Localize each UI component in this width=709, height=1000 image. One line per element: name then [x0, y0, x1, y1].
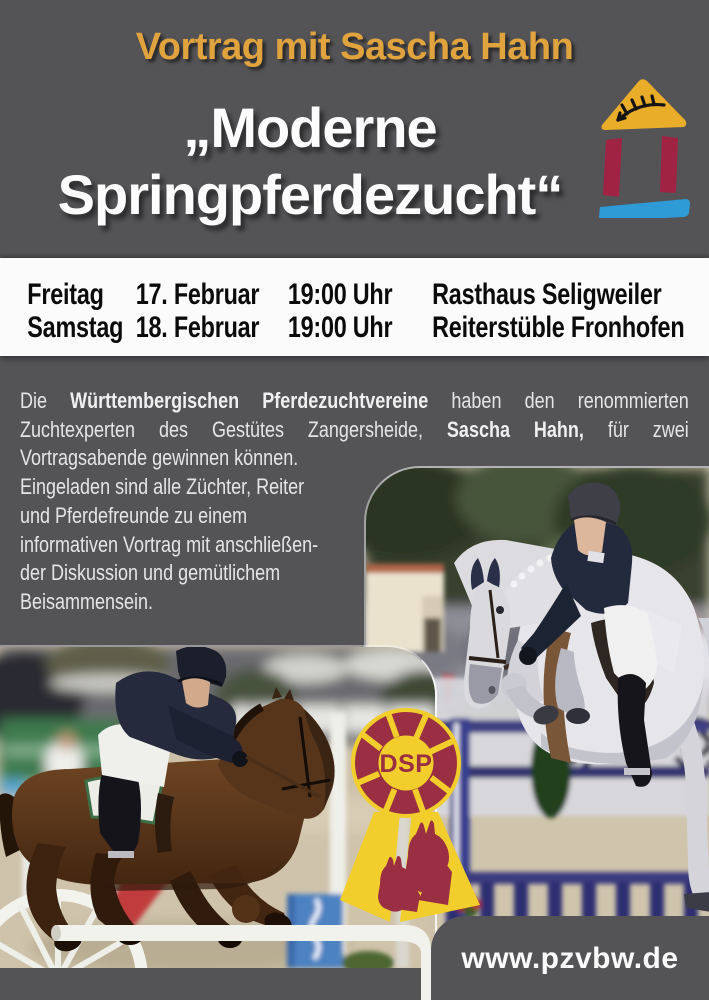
schedule [0, 278, 709, 344]
dsp-logo [330, 700, 485, 935]
body-word: haben [451, 388, 502, 413]
body-line: der Diskussion und gemütlichem [20, 560, 281, 586]
body-line: Eingeladen sind alle Züchter, Reiter [20, 474, 305, 500]
website-box [431, 916, 709, 1000]
body-word-bold: Sascha [446, 416, 510, 442]
schedule-date: 17. Februar [135, 278, 260, 311]
body-word-bold: Hahn, [533, 416, 584, 442]
schedule-day: Samstag [27, 311, 124, 344]
body-word: des [159, 416, 189, 442]
schedule-date: 18. Februar [135, 311, 260, 344]
main-title [0, 94, 620, 228]
body-line: informativen Vortrag mit anschließen- [20, 531, 319, 557]
body-line: Beisammensein. [20, 588, 154, 614]
schedule-row [0, 311, 709, 344]
event-title: Vortrag mit Sascha Hahn [135, 26, 574, 68]
emblem-pillar-left [603, 138, 622, 197]
body-word: renommierten [577, 388, 689, 413]
schedule-day: Freitag [27, 278, 104, 311]
body-word: Die [20, 388, 48, 413]
body-line: und Pferdefreunde zu einem [20, 502, 248, 528]
body-word: zwei [652, 416, 689, 442]
schedule-row [0, 278, 709, 311]
schedule-location: Reiterstüble Fronhofen [432, 311, 685, 344]
schedule-location: Rasthaus Seligweiler [432, 278, 662, 311]
body-line-justified [20, 388, 689, 414]
body-word-bold: Württembergischen [70, 388, 240, 413]
body-word-bold: Pferdezuchtvereine [262, 388, 429, 413]
schedule-time: 19:00 Uhr [287, 278, 393, 311]
emblem-pillar-right [660, 136, 678, 193]
dsp-label: DSP [379, 750, 433, 778]
body-word: Zangersheide, [307, 416, 423, 442]
main-title-line2: Springpferdezucht“ [57, 163, 563, 226]
schedule-time: 19:00 Uhr [287, 311, 393, 344]
body-word: den [524, 388, 555, 413]
body-word: für [607, 416, 629, 442]
body-line-justified [20, 417, 689, 443]
main-title-line1: „Moderne [183, 96, 437, 159]
pzv-emblem-icon [596, 72, 691, 218]
emblem-base [599, 199, 690, 218]
schedule-band [0, 258, 709, 356]
body-line: Vortragsabende gewinnen können. [20, 445, 299, 471]
body-word: Zuchtexperten [20, 416, 136, 442]
website-url: www.pzvbw.de [461, 942, 679, 975]
body-word: Gestütes [211, 416, 284, 442]
